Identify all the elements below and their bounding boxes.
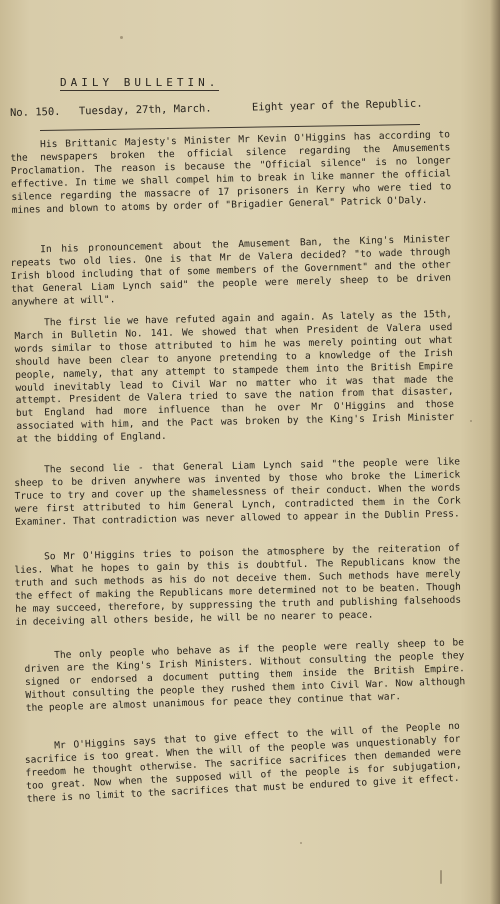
bulletin-date: Tuesday, 27th, March. [78, 102, 212, 118]
bulletin-masthead: DAILY BULLETIN. [60, 76, 220, 89]
paragraph-1: His Brittanic Majesty's Minister Mr Kevin O'Higgins has according to the newspapers broken the official silence regarding the Amusements Proclamation. The reason is because the "Official silence" is no longer effective. In time we shall compel him to break in like manner the official silence regarding the massacre of 17 prisoners in Kerry who were tied to mines and blown to atoms by order of "Brigadier General" Patrick O'Daly. [10, 129, 452, 216]
paragraph-5: So Mr O'Higgins tries to poison the atmosphere by the reiteration of lies. What he hopes to gain by this is doubtful. The Republicans know the truth and such methods as his do not deceive them. Such methods have merely the effect of making the Republicans more determined not to be beaten. Though he may succeed, therefore, by suppressing the truth and publishing falsehoods in deceiving all others beside, he will be no nearer to peace. [14, 542, 462, 628]
paragraph-2: In his pronouncement about the Amusement Ban, the King's Minister repeats two old lies. One is that Mr de Valera decided? "to wade through Irish blood including that of some members of the Government" and the other that General Liam Lynch said" the people were merely sheep to be driven anywhere at will". [10, 233, 452, 308]
issue-number: No. 150. [9, 105, 61, 119]
paragraph-3: The first lie we have refuted again and again. As lately as the 15th, March in Bulletin No. 141. We showed that when President de Valera used words similar to those attributed to him he was merely pointing out what should have been clear to anyone pretending to a knowledge of the Irish people, namely, that any attempt to stampede them into the British Empire would inevitably lead to Civil War no matter who it was that made the attempt. President de Valera tried to save the nation from that disaster, but England had more influence than he over Mr O'Higgins and those associated with him, and the Pact was broken by the King's Irish Minister at the bidding of England. [14, 308, 455, 446]
paragraph-4: The second lie - that General Liam Lynch said "the people were like sheep to be driven anywhere was invented by those who broke the Limerick Truce to try and cover up the shamelessness of their conduct. When the words were first attributed to him General Lynch, contradicted them in the Cork Examiner. That contradiction was never allowed to appear in the Dublin Press. [14, 456, 461, 528]
header-rule [40, 124, 420, 131]
dateline [10, 96, 480, 119]
republic-year: Eight year of the Republic. [251, 97, 423, 114]
paragraph-7: Mr O'Higgins says that to give effect to the will of the People no sacrifice is too great. When the will of the people was unquestionably for freedom he thought otherwise. The sacrifice sacrifices then demanded were too great. Now when the supposed will of the people is for subjugation, there is no limit to the sacrifices that must be endured to give it effect. [24, 720, 462, 805]
paragraph-6: The only people who behave as if the people were really sheep to be driven are the King's Irish Ministers. Without consulting the people they signed or endorsed a document putting them inside the British Empire. Without consulting the people they rushed them into Civil War. Now although the people are almost unanimous for peace they continue that war. [24, 637, 466, 714]
